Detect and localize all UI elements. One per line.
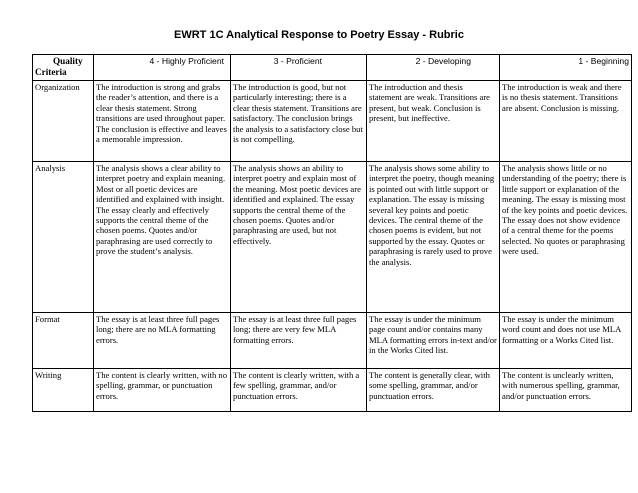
criterion-format: Format bbox=[33, 313, 94, 369]
cell-format-proficient: The essay is at least three full pages long; there are very few MLA formatting errors. bbox=[231, 313, 367, 369]
criterion-organization: Organization bbox=[33, 81, 94, 162]
cell-analysis-proficient: The analysis shows an ability to interpret poetry and explain most of the meaning. Most poetic devices are identified and explained. The essay supports the central theme of the chosen poems. Quotes and/or paraphrasing are used, but not effectively. bbox=[231, 162, 367, 313]
header-row bbox=[33, 55, 632, 81]
level-header-developing: 2 - Developing bbox=[367, 55, 500, 81]
cell-organization-developing: The introduction and thesis statement are weak. Transitions are present, but weak. Conclusion is present, but ineffective. bbox=[367, 81, 500, 162]
cell-format-highly-proficient: The essay is at least three full pages long; there are no MLA formatting errors. bbox=[94, 313, 231, 369]
table-row-format bbox=[33, 313, 632, 369]
cell-organization-proficient: The introduction is good, but not particularly interesting; there is a clear thesis statement. Transitions are satisfactory. The conclusion brings the analysis to a satisfactory close but is not compelling. bbox=[231, 81, 367, 162]
quality-criteria-header bbox=[33, 55, 94, 81]
level-header-beginning: 1 - Beginning bbox=[500, 55, 632, 81]
cell-format-developing: The essay is under the minimum page count and/or contains many MLA formatting errors in-text and/or in the Works Cited list. bbox=[367, 313, 500, 369]
cell-writing-highly-proficient: The content is clearly written, with no spelling, grammar, or punctuation errors. bbox=[94, 369, 231, 412]
criteria-label: Criteria bbox=[35, 66, 67, 77]
cell-organization-highly-proficient: The introduction is strong and grabs the reader’s attention, and there is a clear thesis statement. Strong transitions are used throughout paper. The conclusion is effective and leaves a memorable impression. bbox=[94, 81, 231, 162]
table-row-analysis bbox=[33, 162, 632, 313]
criterion-writing: Writing bbox=[33, 369, 94, 412]
cell-analysis-beginning: The analysis shows little or no understanding of the poetry; there is little support or explanation of the meaning. The essay is missing most of the key points and poetic devices. The essay does not show evidence of a central theme for the poems selected. No quotes or paraphrasing were used. bbox=[500, 162, 632, 313]
rubric-table bbox=[32, 54, 632, 412]
quality-label: Quality bbox=[53, 56, 83, 66]
table-row-writing bbox=[33, 369, 632, 412]
level-header-highly-proficient: 4 - Highly Proficient bbox=[94, 55, 231, 81]
table-row-organization bbox=[33, 81, 632, 162]
cell-format-beginning: The essay is under the minimum word count and does not use MLA formatting or a Works Cited list. bbox=[500, 313, 632, 369]
cell-analysis-developing: The analysis shows some ability to interpret the poetry, though meaning is pointed out with little support or explanation. The essay is missing several key points and poetic devices. The central theme of the chosen poems is evident, but not supported by the essay. Quotes or paraphrasing is rarely used to prove the analysis. bbox=[367, 162, 500, 313]
cell-writing-proficient: The content is clearly written, with a few spelling, grammar, and/or punctuation errors. bbox=[231, 369, 367, 412]
cell-writing-developing: The content is generally clear, with some spelling, grammar, and/or punctuation errors. bbox=[367, 369, 500, 412]
cell-writing-beginning: The content is unclearly written, with numerous spelling, grammar, and/or punctuation errors. bbox=[500, 369, 632, 412]
cell-analysis-highly-proficient: The analysis shows a clear ability to interpret poetry and explain meaning. Most or all poetic devices are identified and explained with insight. The essay clearly and effectively supports the central theme of the chosen poems. Quotes and/or paraphrasing are used correctly to prove the student’s analysis. bbox=[94, 162, 231, 313]
criterion-analysis: Analysis bbox=[33, 162, 94, 313]
level-header-proficient: 3 - Proficient bbox=[231, 55, 367, 81]
document-title: EWRT 1C Analytical Response to Poetry Essay - Rubric bbox=[174, 29, 464, 41]
cell-organization-beginning: The introduction is weak and there is no thesis statement. Transitions are absent. Conclusion is missing. bbox=[500, 81, 632, 162]
